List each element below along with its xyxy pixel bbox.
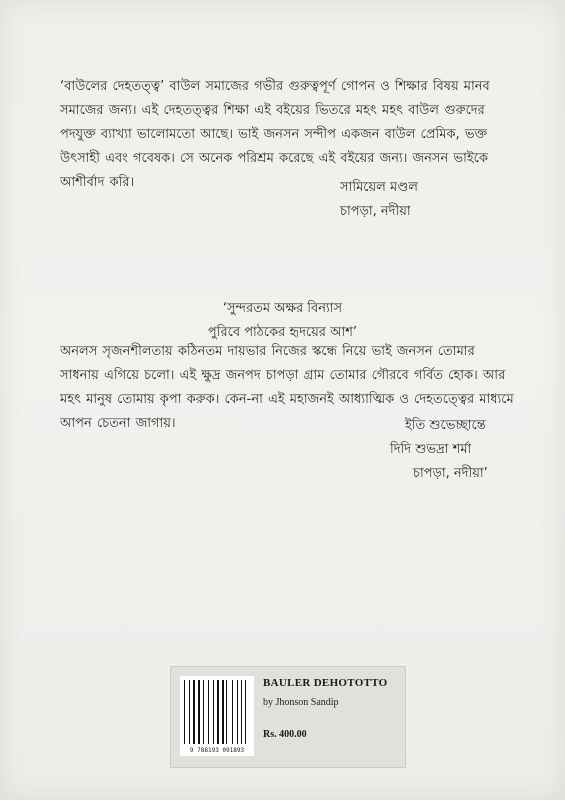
endorsement-text-1: ‘বাউলের দেহতত্ত্ব’ বাউল সমাজের গভীর গুরুত্বপূর্ণ গোপন ও শিক্ষার বিষয় মানব সমাজের জন্য। এই দেহতত্ত্বর শিক্ষা এই বইয়ের ভিতরে মহৎ মহৎ বাউল গুরুদের পদযুক্ত ব্যাখ্যা ভালোমতো আছে। ভাই জনসন সন্দীপ একজন বাউল প্রেমিক, ভক্ত উৎসাহী এবং গবেষক। সে অনেক পরিশ্রম করেছে এই বইয়ের জন্য। জনসন ভাইকে আশীর্বাদ করি।	[60, 79, 490, 190]
barcode-bar	[226, 680, 227, 744]
barcode-bar	[228, 680, 231, 744]
barcode-bar	[198, 680, 200, 744]
label-price: Rs. 400.00	[263, 729, 307, 740]
barcode-bar	[217, 680, 219, 744]
barcode-bar	[189, 680, 190, 744]
barcode-bar	[186, 680, 188, 744]
tagline-line-1: ‘সুন্দরতম অক্ষর বিন্যাস	[222, 301, 343, 316]
endorsement-1-place: চাপড়া, নদীয়া	[340, 204, 411, 219]
endorsement-2-place: চাপড়া, নদীয়া’	[413, 466, 488, 481]
isbn-number: 9 788193 091893	[189, 747, 245, 754]
endorsement-2-author: দিদি শুভদ্রা শর্মা	[390, 442, 472, 457]
tagline-line-2: পুরিবে পাঠকের হৃদয়ের আশ’	[207, 325, 358, 340]
barcode-bar	[220, 680, 221, 744]
barcode-bar	[201, 680, 202, 744]
barcode-bars	[184, 680, 250, 744]
barcode	[180, 676, 254, 756]
barcode-bar	[239, 680, 240, 744]
barcode-bar	[232, 680, 233, 744]
endorsement-1-author: সামিয়েল মণ্ডল	[340, 180, 418, 195]
endorsement-2-closing: ইতি শুভেচ্ছান্তে	[405, 418, 486, 433]
barcode-bar	[241, 680, 243, 744]
barcode-bar	[205, 680, 207, 744]
barcode-bar	[193, 680, 196, 744]
label-author: by Jhonson Sandip	[263, 697, 339, 708]
barcode-bar	[215, 680, 216, 744]
barcode-bar	[184, 680, 185, 744]
barcode-bar	[213, 680, 214, 744]
label-book-title: BAULER DEHOTOTTO	[263, 677, 388, 689]
endorsement-text-2: অনলস সৃজনশীলতায় কঠিনতম দায়ভার নিজের স্কন্ধে নিয়ে ভাই জনসন তোমার সাধনায় এগিয়ে চলো। এই ক্ষুদ্র জনপদ চাপড়া গ্রাম তোমার গৌরবে গর্বিত হোক। আর মহৎ মানুষ তোমায় কৃপা করুক। কেন-না এই মহাজনই আধ্যাত্মিক ও দেহতত্ত্বের মাধ্যমে আপন চেতনা জাগায়।	[60, 344, 514, 431]
barcode-bar	[191, 680, 192, 744]
barcode-bar	[237, 680, 238, 744]
barcode-bar	[222, 680, 224, 744]
barcode-bar	[245, 680, 246, 744]
barcode-bar	[210, 680, 213, 744]
barcode-bar	[225, 680, 226, 744]
barcode-bar	[203, 680, 204, 744]
barcode-bar	[196, 680, 197, 744]
barcode-bar	[247, 680, 249, 744]
barcode-bar	[234, 680, 236, 744]
barcode-bar	[243, 680, 244, 744]
barcode-bar	[208, 680, 209, 744]
